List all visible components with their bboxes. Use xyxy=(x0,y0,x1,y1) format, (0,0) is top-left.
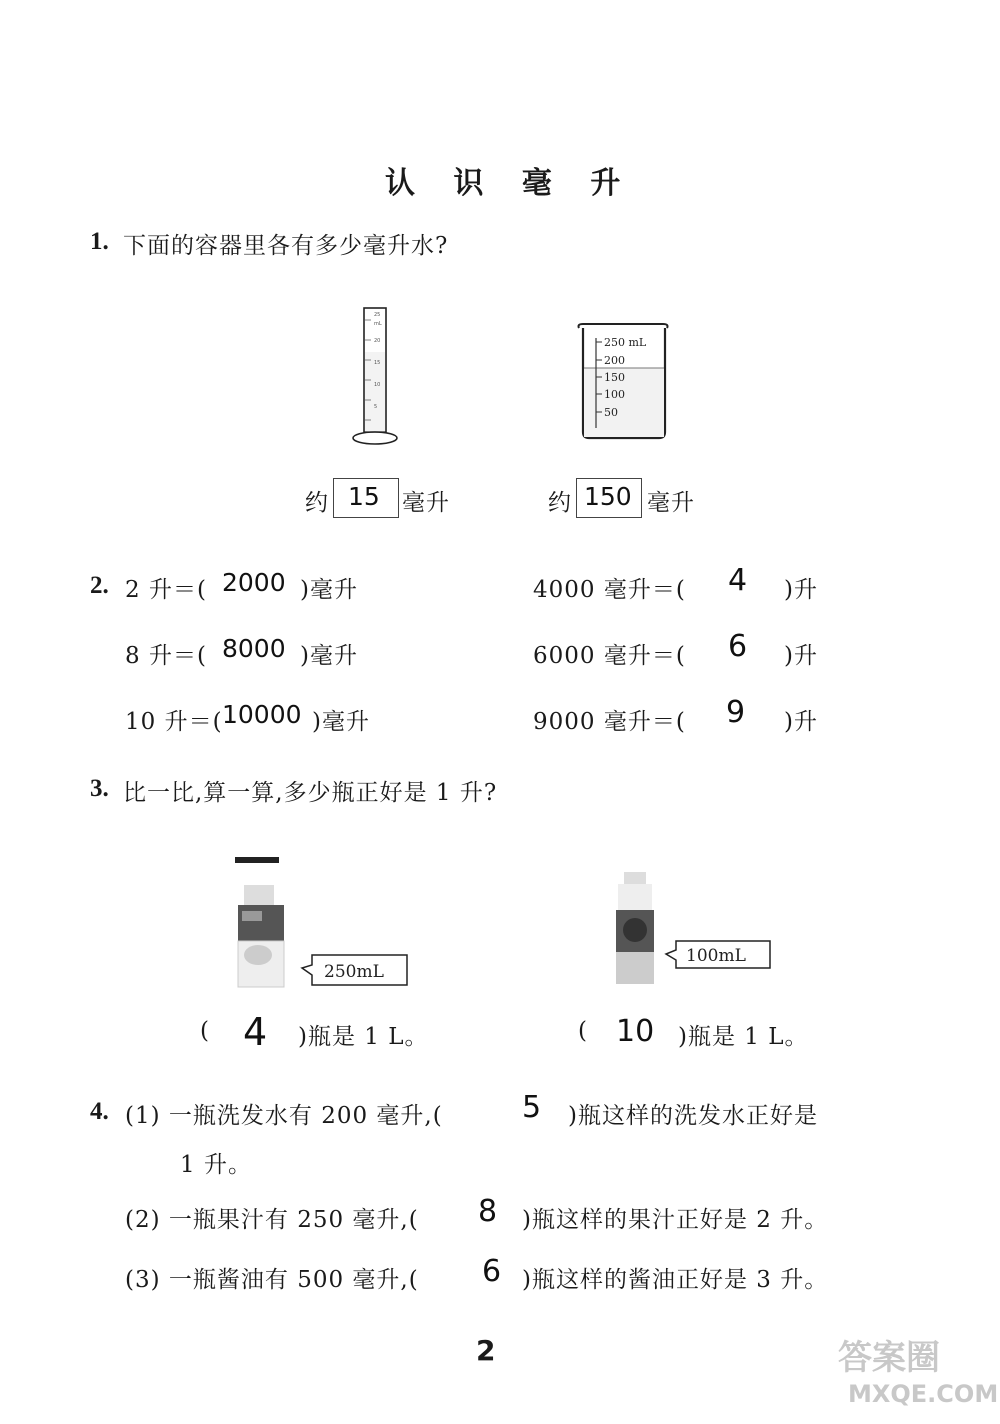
beaker-scale-label: 250 mL xyxy=(604,336,647,349)
q3-answer: 10 xyxy=(616,1014,655,1049)
q2-left-question: 8 升＝( xyxy=(125,643,207,669)
q1-answer: 150 xyxy=(584,482,632,511)
bottle-250ml-illustration xyxy=(230,855,290,995)
q2-right-question: 9000 毫升＝( xyxy=(533,709,686,735)
q2-right-question: 6000 毫升＝( xyxy=(533,643,686,669)
q4-item-label: (3) 一瓶酱油有 500 毫升,( xyxy=(125,1267,419,1293)
beaker-illustration xyxy=(575,320,675,445)
q1-prefix: 约 xyxy=(305,490,329,516)
q1-unit: 毫升 xyxy=(402,490,450,516)
beaker-scale-label: 50 xyxy=(604,406,618,419)
q2-left-answer: 8000 xyxy=(222,634,286,663)
q2-left-unit: )毫升 xyxy=(312,709,370,735)
beaker-scale-label: 150 xyxy=(604,371,625,384)
q4-answer: 5 xyxy=(522,1090,542,1125)
q3-open-paren: ( xyxy=(578,1018,588,1044)
callout-100ml xyxy=(660,936,780,976)
q2-right-unit: )升 xyxy=(784,709,818,735)
beaker-scale-label: 200 xyxy=(604,354,625,367)
beaker-scale-label: 100 xyxy=(604,388,625,401)
cylinder-scale-label: 5 xyxy=(374,404,378,410)
q2-right-unit: )升 xyxy=(784,643,818,669)
q3-answer: 4 xyxy=(243,1010,268,1054)
q2-left-answer: 10000 xyxy=(222,700,302,729)
q3-text: 比一比,算一算,多少瓶正好是 1 升? xyxy=(123,780,498,806)
q4-item-after: )瓶这样的酱油正好是 3 升。 xyxy=(522,1267,829,1293)
page-number: 2 xyxy=(476,1334,496,1367)
watermark-url: MXQE.COM xyxy=(848,1380,999,1408)
q1-text: 下面的容器里各有多少毫升水? xyxy=(123,233,449,259)
q2-number: 2. xyxy=(90,572,109,599)
q1-unit: 毫升 xyxy=(647,490,695,516)
q4-item-after: )瓶这样的洗发水正好是 xyxy=(568,1103,818,1129)
bottle-100ml-illustration xyxy=(610,870,660,990)
q3-suffix: )瓶是 1 L。 xyxy=(298,1024,429,1050)
q1-number: 1. xyxy=(90,228,109,255)
q4-item-after: )瓶这样的果汁正好是 2 升。 xyxy=(522,1207,829,1233)
watermark-logo: 答案圈 xyxy=(838,1338,940,1378)
bottle-label: 100mL xyxy=(686,946,746,966)
q2-left-question: 2 升＝( xyxy=(125,577,207,603)
q4-item-label: (2) 一瓶果汁有 250 毫升,( xyxy=(125,1207,419,1233)
graduated-cylinder-illustration xyxy=(350,300,410,450)
cylinder-scale-label: 20 xyxy=(374,338,381,344)
page-title: 认 识 毫 升 xyxy=(385,166,635,201)
q4-answer: 6 xyxy=(482,1254,502,1289)
q2-left-unit: )毫升 xyxy=(300,577,358,603)
q3-open-paren: ( xyxy=(200,1018,210,1044)
cylinder-scale-label: 15 xyxy=(374,360,381,366)
q2-right-question: 4000 毫升＝( xyxy=(533,577,686,603)
q1-answer: 15 xyxy=(348,482,380,511)
cylinder-scale-label: mL xyxy=(374,321,382,327)
q4-item-continuation: 1 升。 xyxy=(180,1152,252,1178)
q2-left-question: 10 升＝( xyxy=(125,709,223,735)
q3-number: 3. xyxy=(90,775,109,802)
q1-prefix: 约 xyxy=(548,490,572,516)
q4-answer: 8 xyxy=(478,1194,498,1229)
q4-item-label: (1) 一瓶洗发水有 200 毫升,( xyxy=(125,1103,443,1129)
q2-left-unit: )毫升 xyxy=(300,643,358,669)
q2-right-answer: 6 xyxy=(728,629,748,664)
q3-suffix: )瓶是 1 L。 xyxy=(678,1024,809,1050)
q2-right-answer: 9 xyxy=(726,695,746,730)
q2-left-answer: 2000 xyxy=(222,568,286,597)
q2-right-unit: )升 xyxy=(784,577,818,603)
q2-right-answer: 4 xyxy=(728,563,748,598)
q4-number: 4. xyxy=(90,1098,109,1125)
cylinder-scale-label: 25 xyxy=(374,312,381,318)
bottle-label: 250mL xyxy=(324,962,384,982)
callout-250ml xyxy=(282,950,412,990)
cylinder-scale-label: 10 xyxy=(374,382,381,388)
